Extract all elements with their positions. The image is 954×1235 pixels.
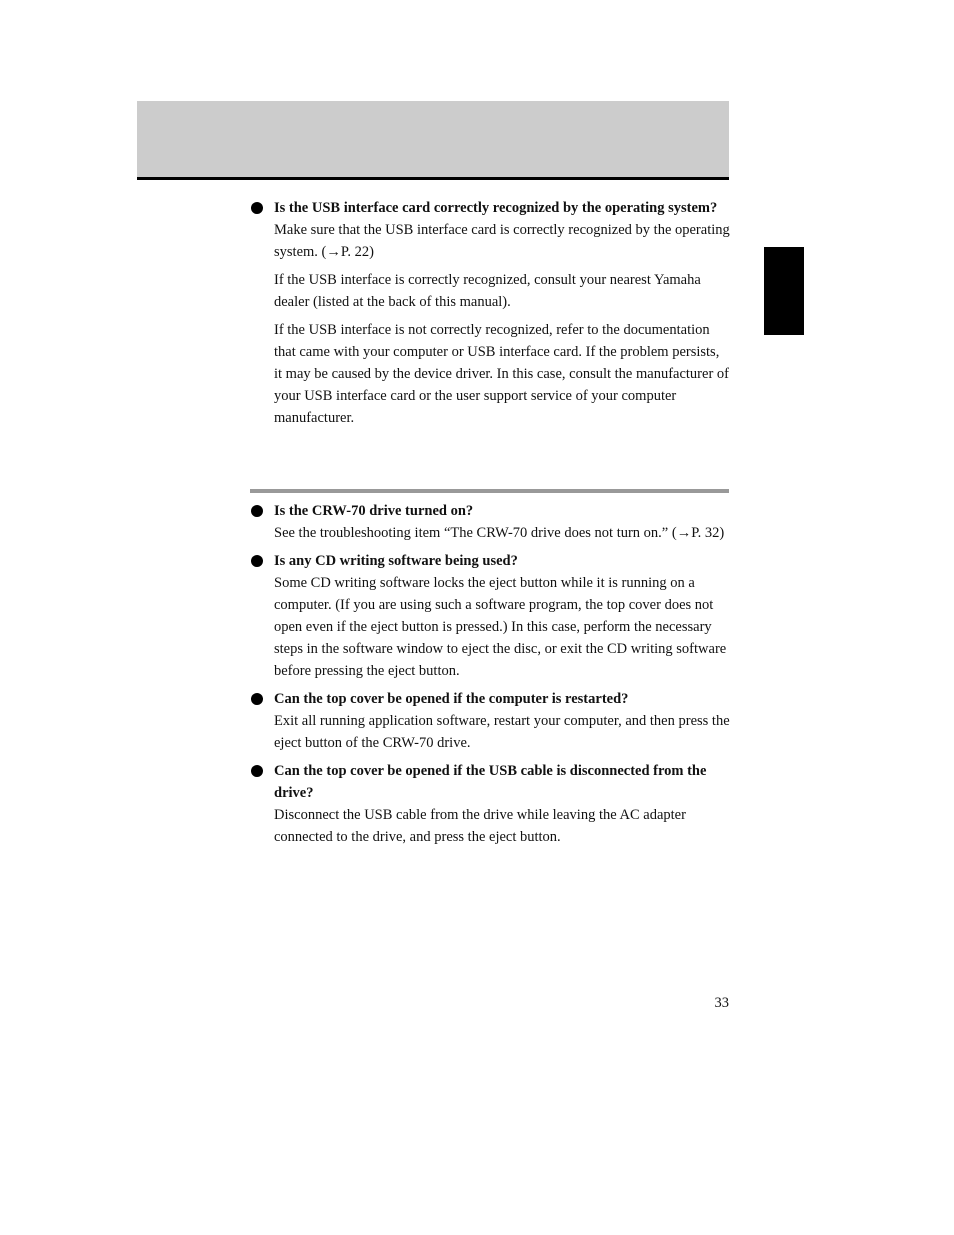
faq-paragraph: If the USB interface is correctly recognized, consult your nearest Yamaha dealer (listed at the back of this manual). [274,272,701,310]
faq-item [250,550,730,682]
header-rule [137,177,729,180]
bullet-icon [251,693,263,705]
faq-item [250,688,730,754]
page-number: 33 [714,995,729,1011]
faq-item [250,500,730,544]
header-band [137,101,729,177]
faq-item [250,760,730,848]
faq-question: Can the top cover be opened if the computer is restarted? [274,691,629,707]
bullet-icon [251,555,263,567]
bullet-icon [251,505,263,517]
faq-question: Is the USB interface card correctly recognized by the operating system? [274,200,718,216]
bullet-icon [251,202,263,214]
faq-answer: Some CD writing software locks the eject button while it is running on a computer. (If you are using such a software program, the top cover does not open even if the eject button is pressed.) In this case, perform the necessary steps in the software window to eject the disc, or exit the CD writing software before pressing the eject button. [274,575,727,679]
faq-question: Is any CD writing software being used? [274,553,518,569]
bullet-icon [251,765,263,777]
faq-answer: Disconnect the USB cable from the drive while leaving the AC adapter connected to the drive, and press the eject button. [274,807,686,845]
section-top-cover [250,500,730,848]
faq-paragraph: Make sure that the USB interface card is correctly recognized by the operating system. (→P. 22) [274,222,730,260]
section-divider [250,489,729,493]
section-usb-recognition [250,197,730,429]
faq-paragraph: If the USB interface is not correctly recognized, refer to the documentation that came with your computer or USB interface card. If the problem persists, it may be caused by the device driver. In this case, consult the manufacturer of your USB interface card or the user support service of your computer manufacturer. [274,322,729,426]
faq-question: Is the CRW-70 drive turned on? [274,503,474,519]
faq-question: Can the top cover be opened if the USB cable is disconnected from the drive? [274,763,707,801]
faq-answer: Exit all running application software, restart your computer, and then press the eject button of the CRW-70 drive. [274,713,730,751]
chapter-tab [764,247,804,335]
faq-answer: See the troubleshooting item “The CRW-70 drive does not turn on.” (→P. 32) [274,525,725,541]
faq-item [250,197,730,429]
